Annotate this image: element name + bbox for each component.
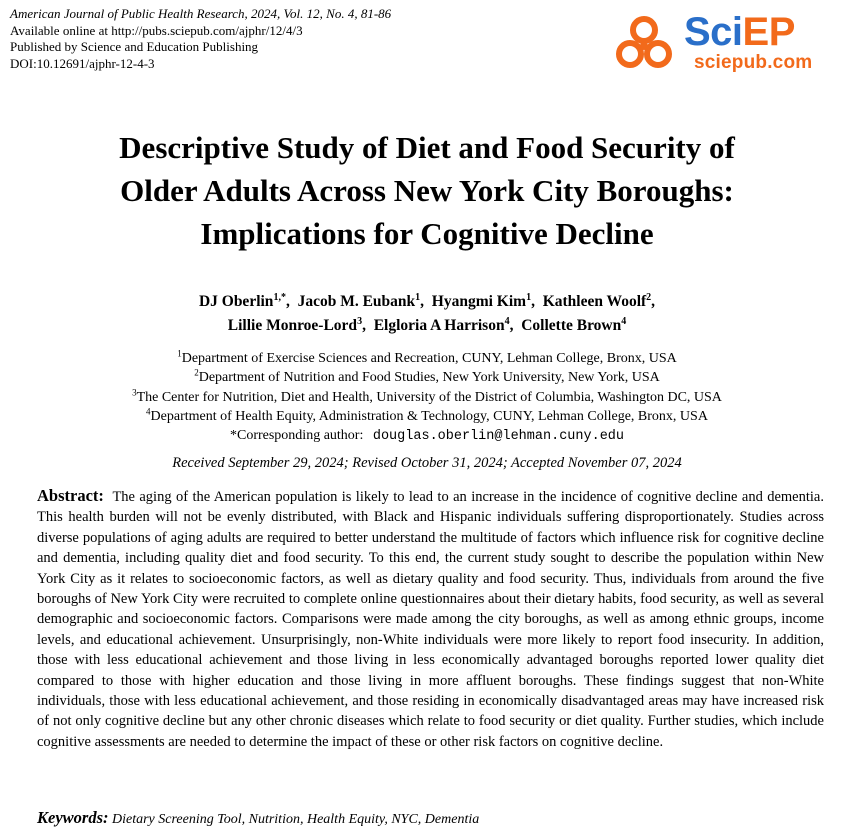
available-online-line: Available online at http://pubs.sciepub.com/ajphr/12/4/3 (10, 22, 303, 38)
logo-brand: SciEP (684, 10, 795, 54)
authors-line-2: Lillie Monroe-Lord$^3$, Elgloria A Harrison$^4$, Collette Brown$^4$ (227, 315, 627, 334)
corresponding-label: *Corresponding author: (229, 428, 364, 444)
author-name: Collette Brown (521, 317, 622, 334)
publication-dates: Received September 29, 2024; Revised October 31, 2024; Accepted November 07, 2024 (172, 455, 682, 471)
title-line-1: Descriptive Study of Diet and Food Security of (119, 130, 735, 165)
author-name: Kathleen Woolf (542, 293, 647, 310)
keywords-heading: Keywords: (37, 808, 109, 827)
journal-header (10, 6, 391, 72)
title-line-2: Older Adults Across New York City Boroughs: (120, 173, 734, 208)
abstract-heading: Abstract: (37, 486, 104, 505)
doi-line: DOI:10.12691/ajphr-12-4-3 (10, 55, 155, 71)
corresponding-email[interactable]: douglas.oberlin@lehman.cuny.edu (372, 429, 625, 445)
author-name: Elgloria A Harrison (373, 317, 505, 334)
journal-citation: American Journal of Public Health Research, 2024, Vol. 12, No. 4, 81-86 (10, 6, 392, 21)
publisher-line: Published by Science and Education Publishing (10, 39, 259, 54)
author-list (0, 290, 854, 338)
author-name: Jacob M. Eubank (297, 293, 416, 310)
affiliations (0, 349, 854, 446)
abstract (37, 486, 824, 752)
authors-line-1: DJ Oberlin$^{1,*}$, Jacob M. Eubank$^1$, Hyangmi Kim$^1$, Kathleen Woolf$^2$, (198, 291, 656, 310)
author-name: DJ Oberlin (198, 293, 274, 310)
title-line-3: Implications for Cognitive Decline (200, 216, 654, 251)
sciep-logo (612, 12, 842, 76)
affiliation: $^4$Department of Health Equity, Administration & Technology, CUNY, Lehman College, Bronx, USA (146, 406, 708, 424)
affiliation: $^3$The Center for Nutrition, Diet and Health, University of the District of Columbia, Washington DC, USA (132, 386, 722, 405)
affiliation: $^1$Department of Exercise Sciences and Recreation, CUNY, Lehman College, Bronx, USA (177, 348, 677, 366)
sciep-emblem-icon (612, 14, 676, 76)
abstract-text: The aging of the American population is likely to lead to an increase in the incidence of cognitive decline and dementia. This health burden will not be evenly distributed, with Black and Hispanic individuals suffering disproportionately. Studies across diverse populations of aging adults are required to better understand the multitude of factors which influence risk for cognitive decline and dementia, including quality diet and food security. To this end, the current study sought to describe the population within New York City as it relates to socioeconomic factors, as well as dietary quality and food security. Thus, individuals from around the five boroughs of New York City were recruited to complete online questionnaires about their dietary habits, food security, as well as several demographic and socioeconomic factors. Comparisons were made among the city boroughs, as well as among ethnic groups, income levels, and educational achievement. Unsurprisingly, non-White individuals were more likely to report food insecurity. In addition, those with less educational achievement and those living in less economically advantaged boroughs reported lower quality diet compared to those with higher education and those living in more affluent boroughs. These findings suggest that non-White individuals, those with less educational achievement, and those residing in economically disadvantaged areas may have increased risk of not only cognitive decline but any other chronic diseases which relate to food security or diet quality. Further studies, which include cognitive assessments are needed to determine the impact of these or other risk factors on cognitive decline. (37, 489, 824, 750)
keywords (37, 808, 824, 828)
corresponding-author (0, 426, 854, 446)
keywords-text: Dietary Screening Tool, Nutrition, Health Equity, NYC, Dementia (112, 812, 480, 827)
paper-title (0, 126, 854, 255)
affiliation: $^2$Department of Nutrition and Food Studies, New York University, New York, USA (194, 367, 660, 386)
author-name: Lillie Monroe-Lord (227, 317, 358, 334)
author-name: Hyangmi Kim (431, 293, 527, 310)
logo-site: sciepub.com (694, 52, 813, 73)
